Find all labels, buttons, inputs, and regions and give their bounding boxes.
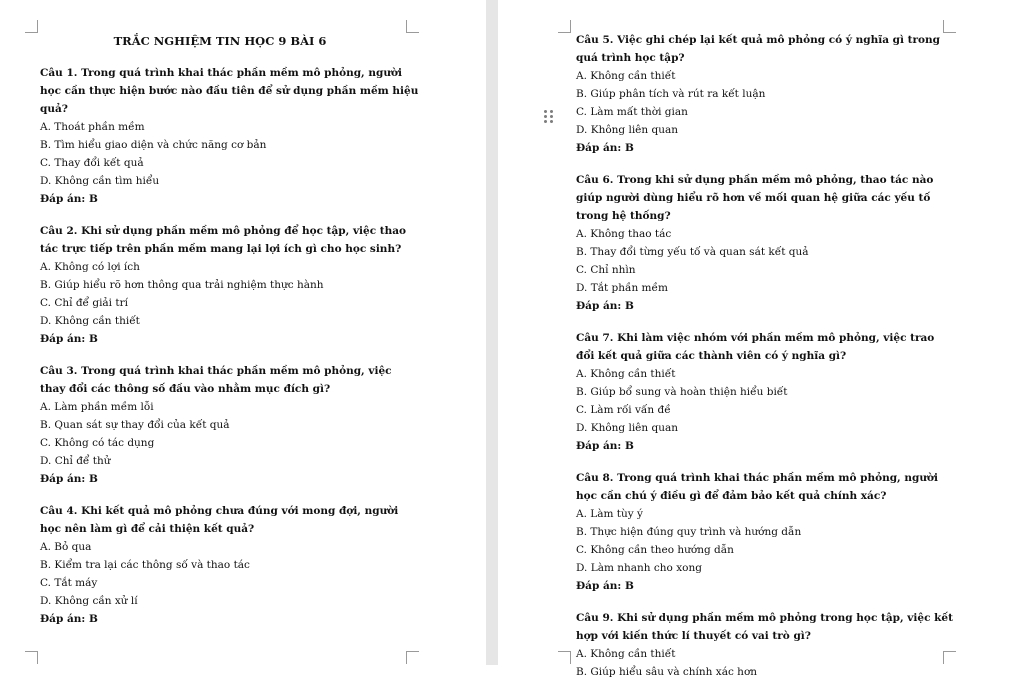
answer-key: Đáp án: B — [576, 300, 634, 312]
answer-option: B. Tìm hiểu giao diện và chức năng cơ bản — [40, 139, 267, 151]
answer-key: Đáp án: B — [576, 440, 634, 452]
answer-key: Đáp án: B — [576, 142, 634, 154]
question-stem: Câu 3. Trong quá trình khai thác phần mềm mô phỏng, việc thay đổi các thông số đầu vào nhằm mục đích gì? — [40, 365, 392, 395]
answer-option: C. Chỉ nhìn — [576, 264, 636, 276]
document-page-left[interactable] — [0, 0, 486, 665]
answer-key: Đáp án: B — [40, 613, 98, 625]
answer-option: A. Không có lợi ích — [40, 261, 140, 273]
question-list-right — [576, 31, 956, 681]
crop-mark-top-left — [25, 20, 38, 33]
answer-option: D. Không liên quan — [576, 124, 679, 136]
drag-handle-icon[interactable] — [544, 110, 554, 124]
answer-key: Đáp án: B — [576, 580, 634, 592]
answer-option: B. Thay đổi từng yếu tố và quan sát kết quả — [576, 246, 809, 258]
crop-mark-bottom-left — [558, 651, 571, 664]
answer-option: A. Làm tùy ý — [576, 508, 643, 520]
page-right-content — [576, 31, 956, 695]
answer-key: Đáp án: B — [40, 193, 98, 205]
answer-option: C. Làm mất thời gian — [576, 106, 688, 118]
answer-option: A. Bỏ qua — [40, 541, 92, 553]
answer-option: D. Không cần tìm hiểu — [40, 175, 160, 187]
question-block — [40, 222, 420, 348]
question-stem: Câu 2. Khi sử dụng phần mềm mô phỏng để học tập, việc thao tác trực tiếp trên phần mềm mang lại lợi ích gì cho học sinh? — [40, 225, 407, 255]
question-stem: Câu 6. Trong khi sử dụng phần mềm mô phỏng, thao tác nào giúp người dùng hiểu rõ hơn về mối quan hệ giữa các yếu tố trong hệ thống? — [576, 174, 934, 222]
answer-option: D. Không liên quan — [576, 422, 679, 434]
answer-option: C. Chỉ để giải trí — [40, 297, 128, 309]
crop-mark-bottom-left — [25, 651, 38, 664]
question-block — [40, 362, 420, 488]
answer-option: B. Giúp bổ sung và hoàn thiện hiểu biết — [576, 386, 788, 398]
question-block — [576, 171, 956, 315]
answer-option: D. Không cần thiết — [40, 315, 140, 327]
answer-option: B. Kiểm tra lại các thông số và thao tác — [40, 559, 250, 571]
document-title: TRẮC NGHIỆM TIN HỌC 9 BÀI 6 — [113, 34, 327, 48]
answer-option: A. Không cần thiết — [576, 648, 676, 660]
question-stem: Câu 9. Khi sử dụng phần mềm mô phỏng trong học tập, việc kết hợp với kiến thức lí thuyết có vai trò gì? — [576, 612, 953, 642]
answer-option: A. Không cần thiết — [576, 70, 676, 82]
question-stem: Câu 7. Khi làm việc nhóm với phần mềm mô phỏng, việc trao đổi kết quả giữa các thành viên có ý nghĩa gì? — [576, 332, 935, 362]
question-stem: Câu 4. Khi kết quả mô phỏng chưa đúng với mong đợi, người học nên làm gì để cải thiện kết quả? — [40, 505, 399, 535]
question-block — [40, 502, 420, 628]
question-stem: Câu 8. Trong quá trình khai thác phần mềm mô phỏng, người học cần chú ý điều gì để đảm bảo kết quả chính xác? — [576, 472, 938, 502]
page-gutter — [486, 0, 498, 665]
answer-option: C. Tắt máy — [40, 577, 98, 589]
question-block — [40, 64, 420, 208]
document-page-right[interactable] — [498, 0, 1015, 678]
crop-mark-bottom-right — [406, 651, 419, 664]
answer-option: B. Giúp hiểu rõ hơn thông qua trải nghiệm thực hành — [40, 279, 324, 291]
question-block — [576, 609, 956, 681]
page-left-content — [40, 32, 420, 642]
answer-option: C. Thay đổi kết quả — [40, 157, 144, 169]
answer-key: Đáp án: B — [40, 473, 98, 485]
answer-option: D. Không cần xử lí — [40, 595, 138, 607]
answer-option: B. Giúp hiểu sâu và chính xác hơn — [576, 666, 758, 678]
answer-option: C. Không có tác dụng — [40, 437, 155, 449]
crop-mark-top-left — [558, 20, 571, 33]
answer-option: C. Không cần theo hướng dẫn — [576, 544, 734, 556]
answer-option: A. Không cần thiết — [576, 368, 676, 380]
answer-option: A. Làm phần mềm lỗi — [40, 401, 154, 413]
answer-option: A. Không thao tác — [576, 228, 672, 240]
answer-option: B. Quan sát sự thay đổi của kết quả — [40, 419, 230, 431]
answer-option: C. Làm rối vấn đề — [576, 404, 671, 416]
answer-option: D. Tắt phần mềm — [576, 282, 668, 294]
question-stem: Câu 1. Trong quá trình khai thác phần mềm mô phỏng, người học cần thực hiện bước nào đầu tiên để sử dụng phần mềm hiệu quả? — [40, 67, 419, 115]
question-block — [576, 329, 956, 455]
answer-option: B. Giúp phân tích và rút ra kết luận — [576, 88, 766, 100]
answer-option: B. Thực hiện đúng quy trình và hướng dẫn — [576, 526, 802, 538]
question-block — [576, 469, 956, 595]
answer-option: D. Chỉ để thử — [40, 455, 111, 467]
question-stem: Câu 5. Việc ghi chép lại kết quả mô phỏng có ý nghĩa gì trong quá trình học tập? — [576, 34, 940, 64]
question-block — [576, 31, 956, 157]
answer-option: A. Thoát phần mềm — [40, 121, 145, 133]
answer-key: Đáp án: B — [40, 333, 98, 345]
answer-option: D. Làm nhanh cho xong — [576, 562, 702, 574]
question-list-left — [40, 64, 420, 628]
